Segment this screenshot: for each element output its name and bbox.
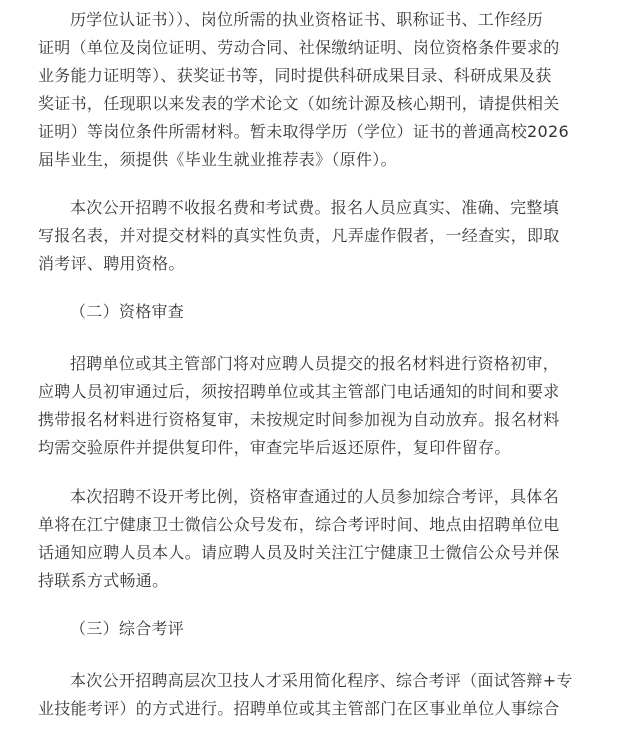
text-line: 证明）等岗位条件所需材料。暂未取得学历（学位）证书的普通高校2026 — [38, 122, 569, 141]
text-line: 话通知应聘人员本人。请应聘人员及时关注江宁健康卫士微信公众号并保 — [38, 543, 560, 562]
text-line: 业务能力证明等）、获奖证书等，同时提供科研成果目录、科研成果及获 — [38, 66, 552, 85]
text-line: 单将在江宁健康卫士微信公众号发布，综合考评时间、地点由招聘单位电 — [38, 515, 560, 534]
section-heading-comprehensive-evaluation: （三）综合考评 — [70, 619, 185, 638]
text-line: 奖证书，任现职以来发表的学术论文（如统计源及核心期刊，请提供相关 — [38, 94, 560, 113]
text-line: 持联系方式畅通。 — [38, 571, 169, 590]
text-line: 本次招聘不设开考比例，资格审查通过的人员参加综合考评，具体名 — [70, 487, 560, 506]
text-line: 本次公开招聘不收报名费和考试费。报名人员应真实、准确、完整填 — [70, 198, 560, 217]
paragraph-materials — [38, 6, 620, 174]
text-line: 写报名表，并对提交材料的真实性负责，凡弄虚作假者，一经查实，即取 — [38, 226, 560, 245]
paragraph-qualification-review — [38, 350, 620, 462]
text-line: 届毕业生，须提供《毕业生就业推荐表》（原件）。 — [38, 150, 397, 169]
text-line: 消考评、聘用资格。 — [38, 254, 185, 273]
text-line: 携带报名材料进行资格复审，未按规定时间参加视为自动放弃。报名材料 — [38, 410, 560, 429]
paragraph-comprehensive-evaluation — [38, 667, 620, 723]
section-heading-qualification-review: （二）资格审查 — [70, 302, 185, 321]
text-line: 业技能考评）的方式进行。招聘单位或其主管部门在区事业单位人事综合 — [38, 699, 560, 718]
text-line: 招聘单位或其主管部门将对应聘人员提交的报名材料进行资格初审， — [70, 354, 560, 373]
text-line: 证明（单位及岗位证明、劳动合同、社保缴纳证明、岗位资格条件要求的 — [38, 38, 560, 57]
paragraph-exam-ratio — [38, 483, 620, 595]
text-line: 应聘人员初审通过后，须按招聘单位或其主管部门电话通知的时间和要求 — [38, 382, 560, 401]
text-line: 均需交验原件并提供复印件，审查完毕后返还原件，复印件留存。 — [38, 438, 511, 457]
text-line: 本次公开招聘高层次卫技人才采用简化程序、综合考评（面试答辩+专 — [70, 671, 573, 690]
paragraph-fees — [38, 194, 620, 278]
text-line: 历学位认证书））、岗位所需的执业资格证书、职称证书、工作经历 — [70, 10, 544, 29]
